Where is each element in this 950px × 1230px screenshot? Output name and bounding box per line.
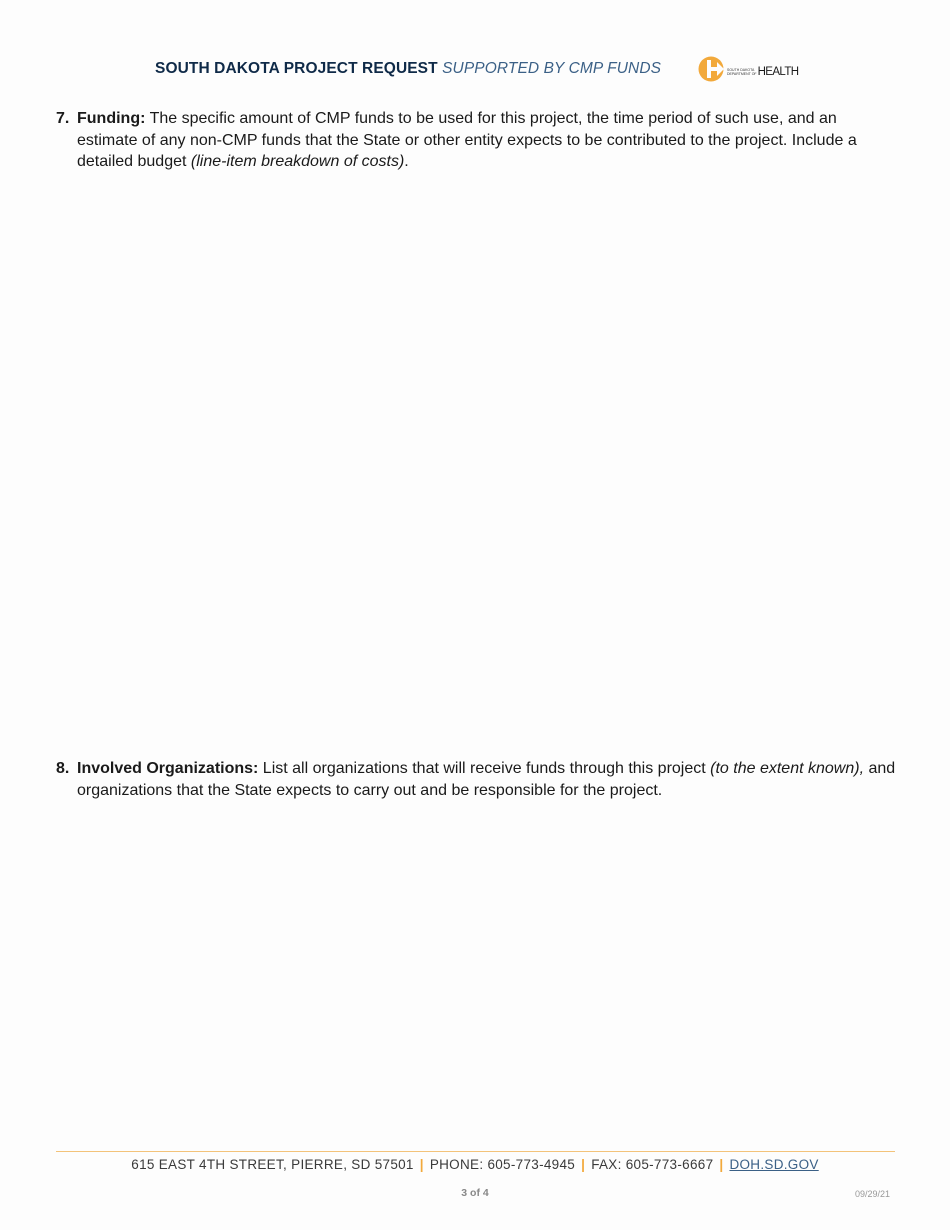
item-text: Funding: The specific amount of CMP funds to be used for this project, the time period of such use, and an estimate of any non-CMP funds that the State or other entity expects to be contributed to the project. Include a detailed budget (line-item breakdown of costs).	[77, 110, 857, 170]
revision-date: 09/29/21	[854, 1189, 890, 1199]
question-8-involved-organizations	[56, 758, 896, 801]
item-label: Involved Organizations:	[77, 760, 259, 777]
logo-line2: DEPARTMENT OF	[727, 71, 757, 76]
sd-health-logo	[698, 56, 798, 82]
page-header	[0, 56, 950, 84]
footer-address: 615 EAST 4TH STREET, PIERRE, SD 57501	[131, 1157, 414, 1172]
footer-divider	[56, 1151, 895, 1152]
logo-text	[727, 63, 798, 81]
footer-separator: |	[419, 1157, 424, 1172]
page-number: 3 of 4	[461, 1187, 489, 1199]
logo-word: HEALTH	[757, 65, 799, 78]
item-number: 7.	[56, 110, 70, 127]
logo-line1: SOUTH DAKOTA	[727, 67, 755, 72]
footer-phone: PHONE: 605-773-4945	[429, 1157, 576, 1172]
footer-contact	[0, 1157, 950, 1172]
footer-separator: |	[719, 1157, 724, 1172]
health-logo-icon	[698, 56, 726, 82]
website-link[interactable]: DOH.SD.GOV	[729, 1157, 819, 1172]
page-title	[155, 60, 661, 78]
footer-separator: |	[581, 1157, 586, 1172]
item-label: Funding:	[77, 110, 146, 127]
title-bold: SOUTH DAKOTA PROJECT REQUEST	[155, 60, 438, 77]
item-number: 8.	[56, 760, 70, 777]
title-italic: SUPPORTED BY CMP FUNDS	[442, 60, 662, 77]
question-7-funding	[56, 108, 896, 173]
footer-fax: FAX: 605-773-6667	[591, 1157, 714, 1172]
item-text: Involved Organizations: List all organizations that will receive funds through this project (to the extent known), and organizations that the State expects to carry out and be responsible for the project.	[77, 760, 896, 799]
